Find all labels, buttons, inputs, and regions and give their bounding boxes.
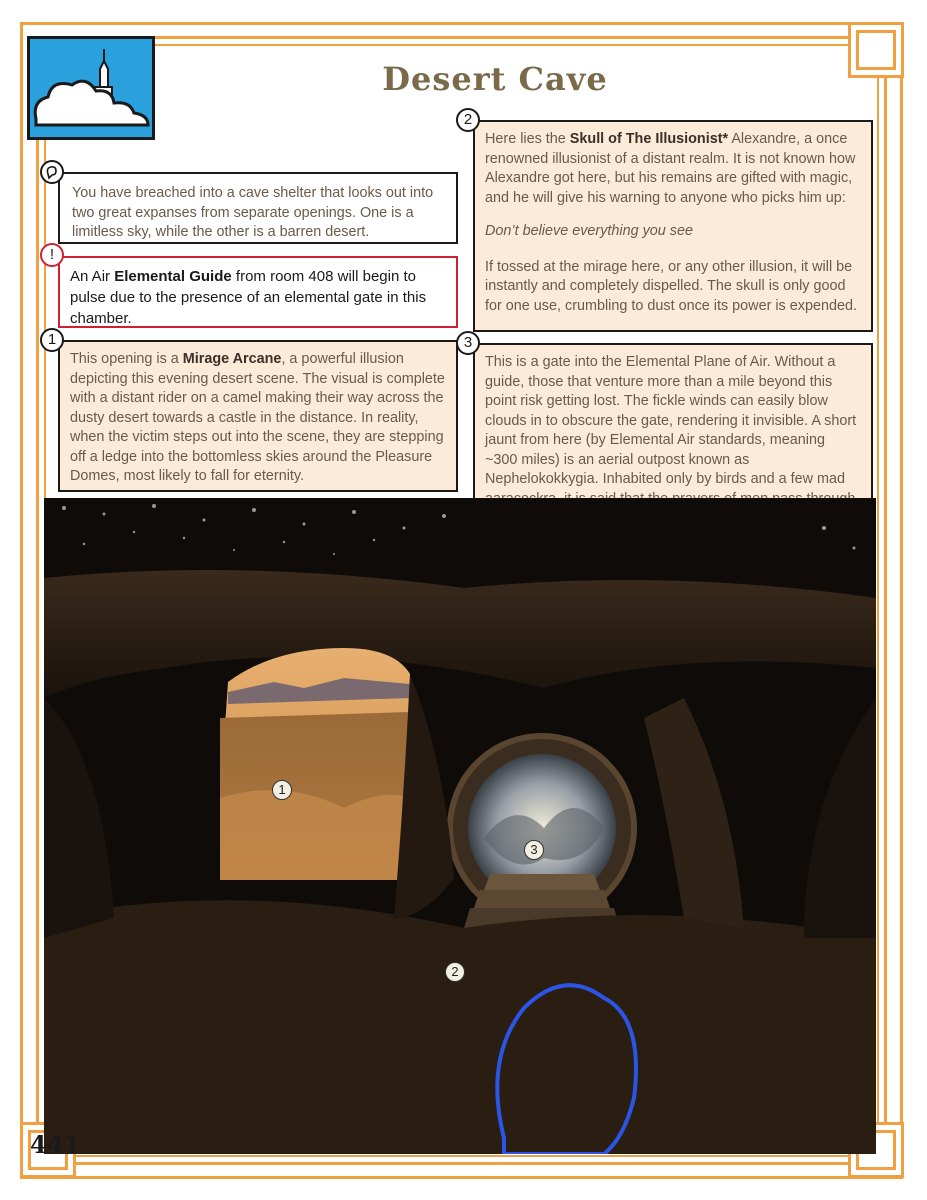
alert-bold: Elemental Guide [114,268,232,285]
area-3-badge: 3 [456,331,480,355]
castle-cloud-logo [27,36,155,140]
area-2-closing: If tossed at the mirage here, or any other illusion, it will be instantly and completely dispelled. The skull is only good for one use, crumbling to dust once its power is expended. [485,258,857,314]
area-2-prefix: Here lies the [485,131,570,147]
alert-prefix: An Air [70,268,115,285]
area-1-text [70,350,446,487]
area-2-box [473,120,873,332]
area-2-bold: Skull of The Illusionist* [569,131,729,147]
page-title: Desert Cave [382,60,608,98]
corner-ornament-top-right-inner [856,30,896,70]
read-aloud-box [58,172,458,244]
area-3-text: This is a gate into the Elemental Plane of Air. Without a guide, those that venture more than a mile beyond this point risk getting lost. The fickle winds can easily blow clouds in to obscure the gate, rendering it invisible. A short jaunt from here (by Elemental Air standards, meaning ~300 miles) is an aerial outpost known as Nephelokokkygia. Inhabited only by birds and a few mad [485,354,857,487]
castle-cloud-icon [30,39,152,137]
alert-suffix: from room 408 will begin to pulse due to the presence of an elemental gate in this chamber. [70,268,427,327]
alert-box [58,256,458,328]
alert-text [70,266,446,329]
area-1-suffix: , a powerful illusion depicting this evening desert scene. The visual is complete with a distant rider on a camel making their way across the dusty desert towards a castle in the distance. In reality, when the victim steps out into the scene, they are stepping off a ledge into the bottomless skies around the Pleasure Domes, most likely to fall for eternity. [70,351,445,484]
area-1-box [58,340,458,492]
cave-illustration [44,498,876,1154]
map-marker-3: 3 [524,840,544,860]
speech-icon [40,160,64,184]
cave-scene [44,498,876,1154]
alert-badge: ! [40,243,64,267]
area-2-text [485,130,861,208]
area-1-badge: 1 [40,328,64,352]
area-2-suffix: Alexandre, a once renowned illusionist of a distant realm. It is not known how Alexandre got here, but his remains are gifted with magic, and he will give his warning to anyone who picks him up: [485,131,856,206]
area-1-bold: Mirage Arcane [182,351,282,367]
map-marker-2: 2 [445,962,465,982]
map-marker-1: 1 [272,780,292,800]
area-1-prefix: This opening is a [70,351,183,367]
area-2-badge: 2 [456,108,480,132]
page-number: 441 [30,1130,81,1159]
read-aloud-text: You have breached into a cave shelter that looks out into two great expanses from separate openings. One is a limitless sky, while the other is a barren desert. [72,185,434,240]
area-2-warning: Don’t believe everything you see [485,223,693,239]
